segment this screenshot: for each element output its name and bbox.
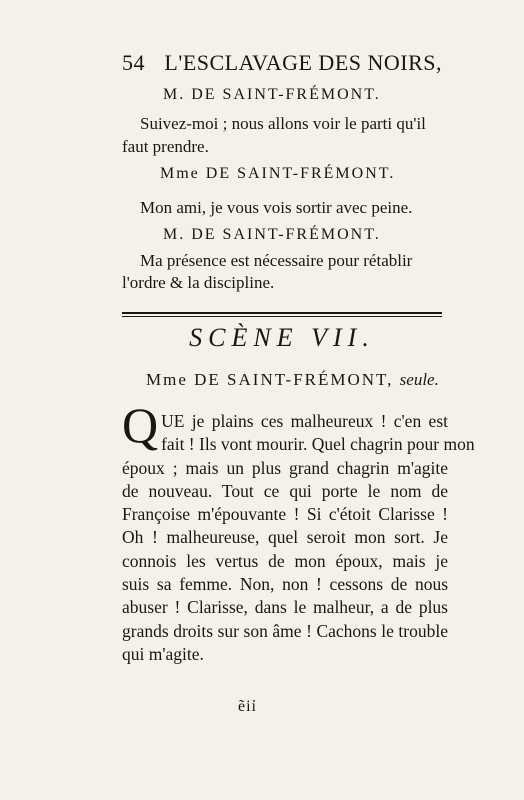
monologue-line: grands droits sur son âme ! Cachons le trouble [122,620,448,641]
scene-speaker-note: seule. [399,370,439,389]
speaker-label: M. DE SAINT-FRÉMONT. [163,226,381,243]
drop-cap: Q [122,397,159,453]
scene-speaker [146,370,439,390]
speaker-label: Mme DE SAINT-FRÉMONT. [160,165,396,182]
dialogue-line: Mon ami, je vous vois sortir avec peine. [140,198,413,217]
monologue-line: connois les vertus de mon époux, mais je [122,550,448,571]
monologue-line: UE je plains ces malheureux ! c'en est [161,411,448,431]
section-divider [122,312,442,317]
scene-speaker-name: Mme DE SAINT-FRÉMONT, [146,370,394,389]
dialogue-line: Ma présence est nécessaire pour rétablir [140,251,413,270]
monologue-paragraph [122,397,475,666]
scene-title: SCÈNE VII. [189,323,375,352]
speaker-label: M. DE SAINT-FRÉMONT. [163,86,381,103]
page-number: 54 [122,50,145,75]
dialogue-line: l'ordre & la discipline. [122,273,275,292]
monologue-line: fait ! Ils vont mourir. Quel chagrin pour mon [161,434,475,455]
monologue-line: de nouveau. Tout ce qui porte le nom de [122,480,448,501]
dialogue-line: faut prendre. [122,137,209,156]
monologue-line: Françoise m'épouvante ! Si c'étoit Clarisse ! [122,504,448,525]
monologue-line: suis sa femme. Non, non ! cessons de nous [122,574,448,595]
signature-mark: ẽiỉ [238,698,257,715]
monologue-line: qui m'agite. [122,643,204,664]
dialogue-line: Suivez-moi ; nous allons voir le parti qu'il [140,114,426,133]
monologue-line: Oh ! malheureuse, quel seroit mon sort. Je [122,527,448,548]
running-header [122,50,442,76]
running-title: L'ESCLAVAGE DES NOIRS, [164,50,442,75]
monologue-line: abuser ! Clarisse, dans le malheur, a de plus [122,597,448,618]
monologue-line: époux ; mais un plus grand chagrin m'agite [122,457,448,478]
